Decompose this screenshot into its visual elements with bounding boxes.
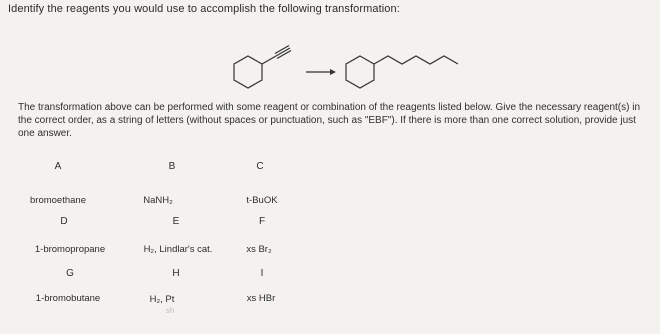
reagent-letter-e: E <box>172 216 180 227</box>
reagent-name-f: xs Br₂ <box>246 244 272 255</box>
reagent-name-c: t-BuOK <box>246 195 278 206</box>
handwritten-note: sh <box>166 306 175 315</box>
reagent-letter-d: D <box>60 216 68 227</box>
reagent-name-e: H₂, Lindlar's cat. <box>143 244 213 255</box>
reagent-letter-b: B <box>168 161 176 172</box>
reagent-name-d: 1-bromopropane <box>34 244 106 255</box>
reagent-name-g: 1-bromobutane <box>35 293 101 304</box>
reagent-letter-g: G <box>66 268 74 279</box>
reagent-letter-c: C <box>256 161 264 172</box>
question-prompt: Identify the reagents you would use to accomplish the following transformation: <box>8 3 400 15</box>
instructions-paragraph: The transformation above can be performed with some reagent or combination of the reagents listed below. Give the necessary reagent(s) in the correct order, as a string of letters (without spaces or punctuation, such as "EBF"). If there is more than one correct solution, provide just one answer. <box>18 102 641 139</box>
reagent-name-i: xs HBr <box>246 293 276 304</box>
reagent-letter-i: I <box>260 268 264 279</box>
reagent-name-h: H₂, Pt <box>149 294 175 305</box>
reagent-letter-f: F <box>258 216 266 227</box>
reagent-name-a: bromoethane <box>30 195 86 206</box>
reagent-name-b: NaNH₂ <box>143 195 173 206</box>
reagent-letter-a: A <box>54 161 62 172</box>
reagent-letter-h: H <box>172 268 180 279</box>
